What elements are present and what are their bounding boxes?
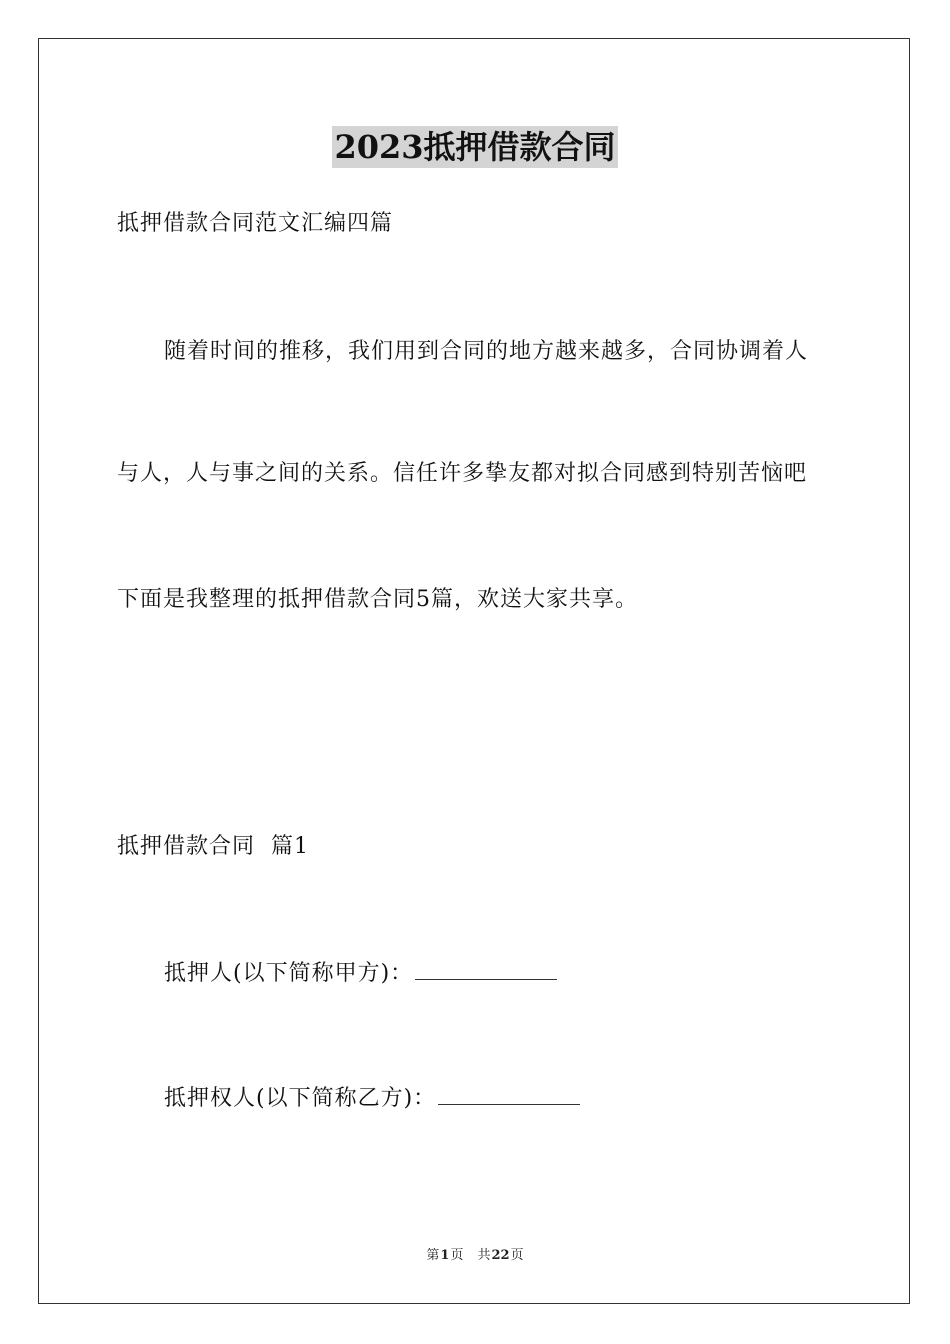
footer-total-suffix: 页	[510, 1248, 524, 1263]
title-container	[0, 126, 950, 168]
page-footer	[0, 1247, 950, 1265]
mortgagor-field	[164, 957, 557, 989]
footer-page-prefix: 第	[426, 1248, 440, 1263]
document-subtitle: 抵押借款合同范文汇编四篇	[117, 211, 394, 236]
mortgagor-blank-line	[415, 957, 557, 980]
footer-page-suffix: 页	[450, 1248, 464, 1263]
paragraph-line-3: 下面是我整理的抵押借款合同5篇，欢送大家共享。	[117, 587, 638, 612]
footer-total-prefix: 共	[477, 1248, 491, 1263]
document-title: 2023抵押借款合同	[334, 128, 616, 166]
footer-total-pages: 22	[491, 1248, 510, 1263]
mortgagee-label: 抵押权人(以下简称乙方)：	[164, 1086, 437, 1111]
mortgagor-label: 抵押人(以下简称甲方)：	[164, 961, 414, 986]
mortgagee-blank-line	[438, 1082, 580, 1105]
paragraph-line-2: 与人，人与事之间的关系。信任许多挚友都对拟合同感到特别苦恼吧	[117, 461, 808, 486]
mortgagee-field	[164, 1082, 580, 1114]
section-heading: 抵押借款合同 篇1	[117, 834, 309, 859]
footer-page-number: 1	[440, 1248, 450, 1263]
paragraph-line-1: 随着时间的推移，我们用到合同的地方越来越多，合同协调着人	[164, 339, 809, 364]
